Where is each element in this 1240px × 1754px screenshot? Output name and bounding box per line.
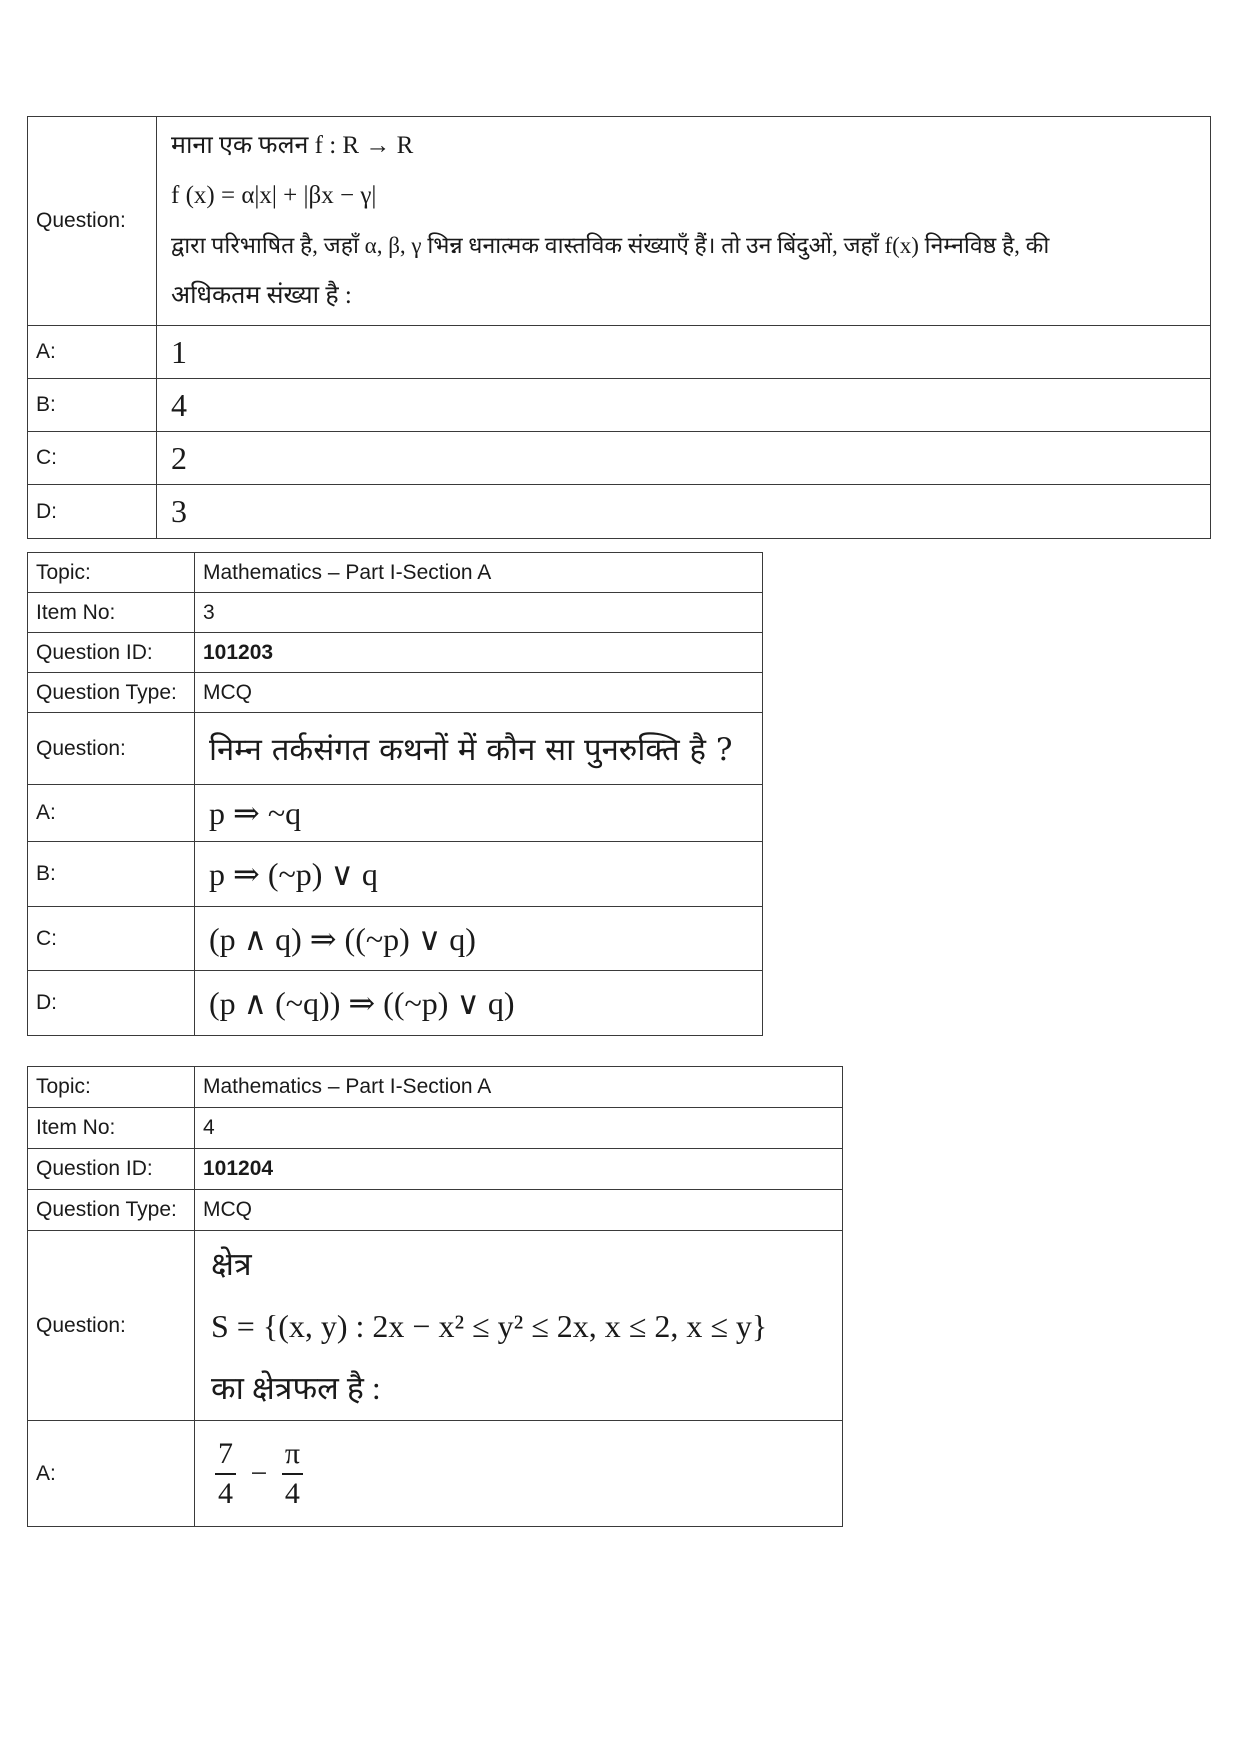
- fraction-2-denominator: 4: [284, 1476, 300, 1510]
- question-table-1: [27, 116, 1211, 539]
- question-id-value: [195, 633, 763, 673]
- item-no-value: 3: [195, 593, 763, 633]
- question-id-value: [195, 1149, 843, 1190]
- question-label: Question:: [28, 713, 195, 785]
- item-no-value: 4: [195, 1108, 843, 1149]
- option-c-label: C:: [28, 907, 195, 971]
- question-table-3: [27, 1066, 843, 1527]
- option-a-label: A:: [28, 1421, 195, 1527]
- option-d-label: D:: [28, 971, 195, 1036]
- option-a-label: A:: [28, 785, 195, 842]
- topic-value: Mathematics – Part I-Section A: [195, 1067, 843, 1108]
- topic-value: Mathematics – Part I-Section A: [195, 553, 763, 593]
- option-b-label: B:: [28, 842, 195, 907]
- question-type-label: Question Type:: [28, 673, 195, 713]
- question-id-text: 101204: [203, 1157, 274, 1180]
- question-type-value: MCQ: [195, 673, 763, 713]
- topic-label: Topic:: [28, 553, 195, 593]
- question-line-1: क्षेत्र: [211, 1245, 252, 1282]
- option-b-value: p ⇒ (~p) ∨ q: [195, 842, 763, 907]
- question-text: [195, 1231, 843, 1421]
- option-b-value: 4: [157, 379, 1211, 432]
- question-type-value: MCQ: [195, 1190, 843, 1231]
- option-c-value: (p ∧ q) ⇒ ((~p) ∨ q): [195, 907, 763, 971]
- fraction-2: [282, 1435, 303, 1513]
- option-b-label: B:: [28, 379, 157, 432]
- option-c-value: 2: [157, 432, 1211, 485]
- question-id-label: Question ID:: [28, 633, 195, 673]
- question-line-1: माना एक फलन f : R → R: [171, 132, 414, 159]
- option-d-value: 3: [157, 485, 1211, 539]
- question-id-label: Question ID:: [28, 1149, 195, 1190]
- option-d-value: (p ∧ (~q)) ⇒ ((~p) ∨ q): [195, 971, 763, 1036]
- option-a-value: 1: [157, 326, 1211, 379]
- question-line-3: का क्षेत्रफल है :: [211, 1369, 381, 1406]
- item-no-label: Item No:: [28, 1108, 195, 1149]
- item-no-label: Item No:: [28, 593, 195, 633]
- fraction-1-denominator: 4: [218, 1476, 233, 1510]
- fraction-2-numerator: π: [282, 1435, 303, 1475]
- question-table-2: [27, 552, 763, 1036]
- topic-label: Topic:: [28, 1067, 195, 1108]
- question-text: [157, 117, 1211, 326]
- option-a-value: p ⇒ ~q: [195, 785, 763, 842]
- question-line-2: f (x) = α|x| + |βx − γ|: [171, 182, 377, 209]
- minus-sign: −: [250, 1456, 268, 1490]
- fraction-1: [215, 1435, 236, 1513]
- question-line-4: अधिकतम संख्या है :: [171, 282, 352, 309]
- option-a-value: [195, 1421, 843, 1527]
- question-text: निम्न तर्कसंगत कथनों में कौन सा पुनरुक्ति है ?: [195, 713, 763, 785]
- fraction-1-numerator: 7: [215, 1435, 236, 1475]
- question-line-2: S = {(x, y) : 2x − x² ≤ y² ≤ 2x, x ≤ 2, x ≤ y}: [211, 1307, 768, 1344]
- option-c-label: C:: [28, 432, 157, 485]
- question-type-label: Question Type:: [28, 1190, 195, 1231]
- question-label: Question:: [28, 117, 157, 326]
- question-id-text: 101203: [203, 640, 274, 664]
- option-d-label: D:: [28, 485, 157, 539]
- question-label: Question:: [28, 1231, 195, 1421]
- question-line-3: द्वारा परिभाषित है, जहाँ α, β, γ भिन्न धनात्मक वास्तविक संख्याएँ हैं। तो उन बिंदुओं, जहाँ f(x) निम्नविष्ठ है, की: [171, 233, 1050, 258]
- option-a-label: A:: [28, 326, 157, 379]
